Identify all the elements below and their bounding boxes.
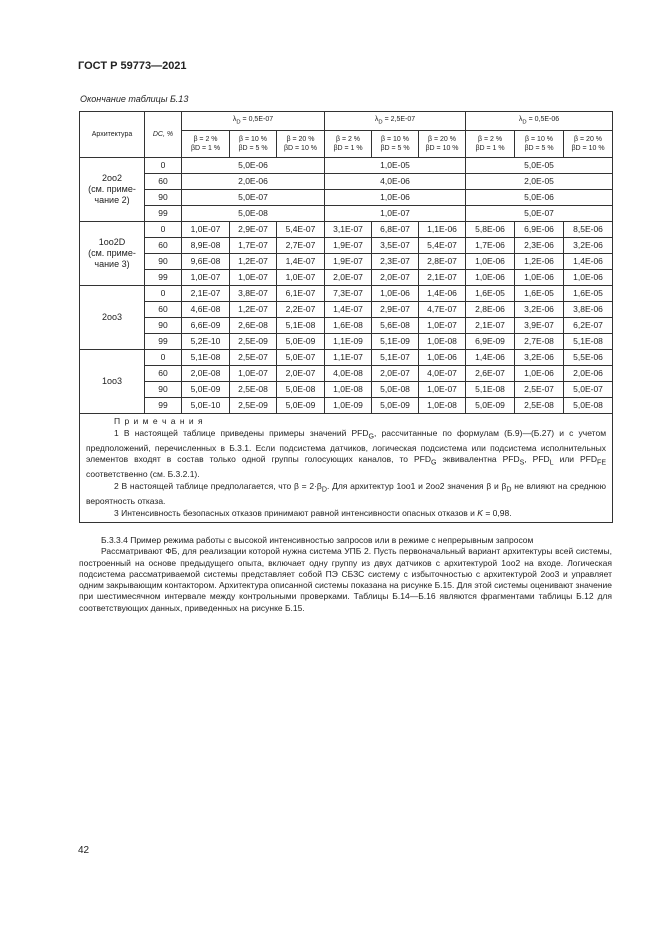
table-row (80, 222, 613, 238)
value-cell: 1,6E-05 (515, 286, 564, 302)
dc-cell: 99 (145, 206, 182, 222)
value-cell: 2,3E-07 (372, 254, 419, 270)
value-cell: 5,0E-06 (182, 158, 325, 174)
table-row (80, 190, 613, 206)
value-cell: 4,0E-08 (325, 366, 372, 382)
value-cell: 1,4E-07 (277, 254, 325, 270)
beta-subheader: β = 10 % βD = 5 % (230, 131, 277, 158)
value-cell: 3,8E-07 (230, 286, 277, 302)
value-cell: 5,4E-07 (277, 222, 325, 238)
value-cell: 2,5E-09 (230, 334, 277, 350)
value-cell: 5,0E-07 (466, 206, 613, 222)
value-cell: 5,1E-07 (372, 350, 419, 366)
dc-cell: 90 (145, 382, 182, 398)
page-number: 42 (78, 845, 90, 856)
table-row (80, 238, 613, 254)
value-cell: 2,6E-07 (466, 366, 515, 382)
table-row (80, 302, 613, 318)
group-header-2: $\lambda_D = 2,5E-07$ (325, 112, 466, 131)
value-cell: 3,2E-06 (515, 350, 564, 366)
value-cell: 5,1E-08 (277, 318, 325, 334)
value-cell: 2,5E-07 (230, 350, 277, 366)
value-cell: 1,4E-06 (564, 254, 613, 270)
value-cell: 1,0E-07 (419, 382, 466, 398)
value-cell: 1,4E-06 (419, 286, 466, 302)
value-cell: 2,0E-07 (372, 270, 419, 286)
table-row (80, 334, 613, 350)
value-cell: 4,0E-07 (419, 366, 466, 382)
value-cell: 1,0E-07 (230, 366, 277, 382)
value-cell: 5,0E-08 (277, 382, 325, 398)
value-cell: 6,1E-07 (277, 286, 325, 302)
value-cell: 2,9E-07 (372, 302, 419, 318)
value-cell: 2,9E-07 (230, 222, 277, 238)
value-cell: 1,0E-08 (419, 398, 466, 414)
value-cell: 1,9E-07 (325, 254, 372, 270)
group-header-3: $\lambda_D = 0,5E-06$ (466, 112, 613, 131)
value-cell: 1,7E-06 (466, 238, 515, 254)
value-cell: 5,1E-08 (564, 334, 613, 350)
value-cell: 1,6E-08 (325, 318, 372, 334)
dc-cell: 99 (145, 398, 182, 414)
table-row (80, 318, 613, 334)
value-cell: 2,5E-07 (515, 382, 564, 398)
value-cell: 1,0E-08 (419, 334, 466, 350)
value-cell: 4,0E-06 (325, 174, 466, 190)
value-cell: 6,9E-09 (466, 334, 515, 350)
beta-subheader: β = 20 % βD = 10 % (564, 131, 613, 158)
dc-cell: 90 (145, 190, 182, 206)
note-3: 3 Интенсивность безопасных отказов принимают равной интенсивности опасных отказов и K = 0,98. (114, 507, 512, 518)
value-cell: 2,7E-08 (515, 334, 564, 350)
value-cell: 1,0E-08 (325, 382, 372, 398)
value-cell: 5,5E-06 (564, 350, 613, 366)
value-cell: 1,1E-09 (325, 334, 372, 350)
value-cell: 5,0E-09 (277, 398, 325, 414)
value-cell: 1,0E-07 (230, 270, 277, 286)
value-cell: 1,0E-07 (182, 270, 230, 286)
value-cell: 1,4E-06 (466, 350, 515, 366)
value-cell: 5,0E-08 (372, 382, 419, 398)
beta-subheader: β = 10 % βD = 5 % (372, 131, 419, 158)
value-cell: 5,0E-09 (372, 398, 419, 414)
dc-cell: 60 (145, 366, 182, 382)
table-caption: Окончание таблицы Б.13 (80, 94, 189, 104)
dc-cell: 90 (145, 318, 182, 334)
table-row (80, 174, 613, 190)
value-cell: 2,5E-08 (515, 398, 564, 414)
value-cell: 1,6E-05 (466, 286, 515, 302)
value-cell: 5,0E-07 (564, 382, 613, 398)
value-cell: 2,0E-08 (182, 366, 230, 382)
value-cell: 1,0E-06 (466, 254, 515, 270)
dc-cell: 0 (145, 158, 182, 174)
value-cell: 1,1E-07 (325, 350, 372, 366)
value-cell: 1,0E-06 (466, 270, 515, 286)
value-cell: 1,0E-06 (515, 366, 564, 382)
beta-subheader: β = 2 % βD = 1 % (466, 131, 515, 158)
value-cell: 5,0E-09 (277, 334, 325, 350)
value-cell: 1,0E-06 (515, 270, 564, 286)
value-cell: 8,9E-08 (182, 238, 230, 254)
value-cell: 3,1E-07 (325, 222, 372, 238)
document-header: ГОСТ Р 59773—2021 (78, 60, 187, 72)
architecture-cell: 1оо2D (см. приме- чание 3) (80, 222, 145, 286)
beta-subheader: β = 2 % βD = 1 % (182, 131, 230, 158)
value-cell: 2,8E-06 (466, 302, 515, 318)
value-cell: 1,0E-07 (182, 222, 230, 238)
table-row (80, 206, 613, 222)
value-cell: 5,0E-07 (277, 350, 325, 366)
value-cell: 1,7E-07 (230, 238, 277, 254)
value-cell: 1,0E-09 (325, 398, 372, 414)
value-cell: 2,2E-07 (277, 302, 325, 318)
dc-cell: 60 (145, 302, 182, 318)
value-cell: 6,8E-07 (372, 222, 419, 238)
body-paragraph-2: Рассматривают ФБ, для реализации которой нужна система УПБ 2. Пусть первоначальный вариант архитектуры всей системы, построенный на основе предыдущего опыта, включает одну группу из двух датчиков с архитектурой 1оо2 на входе. Логическая подсистема рассматриваемой системы представляет собой ПЭ СБЗС систему с избыточностью с архитектурой 2оо3 и управляет одним закрывающим контактором. Архитектура описанной системы показана на рисунке Б.15. Для этой системы оценивают значение при шестимесячном интервале между контрольными проверками. Таблицы Б.14—Б.16 являются фрагментами таблицы Б.12 для соответствующих данных, приведенных на рисунке Б.15. (79, 546, 612, 613)
table-row (80, 398, 613, 414)
value-cell: 6,6E-09 (182, 318, 230, 334)
beta-subheader: β = 20 % βD = 10 % (419, 131, 466, 158)
dc-cell: 0 (145, 222, 182, 238)
beta-subheader: β = 2 % βD = 1 % (325, 131, 372, 158)
value-cell: 2,0E-07 (325, 270, 372, 286)
value-cell: 1,0E-07 (325, 206, 466, 222)
value-cell: 1,2E-06 (515, 254, 564, 270)
table-row (80, 270, 613, 286)
value-cell: 2,7E-07 (277, 238, 325, 254)
value-cell: 5,0E-10 (182, 398, 230, 414)
value-cell: 1,0E-07 (419, 318, 466, 334)
value-cell: 3,9E-07 (515, 318, 564, 334)
value-cell: 1,0E-05 (325, 158, 466, 174)
value-cell: 1,6E-05 (564, 286, 613, 302)
value-cell: 1,0E-06 (372, 286, 419, 302)
body-paragraph-1: Б.3.3.4 Пример режима работы с высокой интенсивностью запросов или в режиме с непрерывным запросом (101, 535, 534, 545)
value-cell: 2,5E-08 (230, 382, 277, 398)
value-cell: 6,2E-07 (564, 318, 613, 334)
value-cell: 2,1E-07 (419, 270, 466, 286)
architecture-cell: 2оо3 (80, 286, 145, 350)
table-row (80, 366, 613, 382)
value-cell: 1,0E-06 (325, 190, 466, 206)
dc-cell: 90 (145, 254, 182, 270)
value-cell: 1,4E-07 (325, 302, 372, 318)
note-2: 2 В настоящей таблице предполагается, что $\beta = 2\cdot\beta_D$. Для архитектур 1оо1 и 2оо2 значения β и $\beta_D$ не влияют на среднюю вероятность отказа. (86, 480, 607, 507)
value-cell: 2,0E-07 (372, 366, 419, 382)
value-cell: 2,0E-07 (277, 366, 325, 382)
value-cell: 2,1E-07 (466, 318, 515, 334)
col-dc-header: DC, % (145, 112, 182, 158)
value-cell: 9,6E-08 (182, 254, 230, 270)
value-cell: 5,0E-09 (182, 382, 230, 398)
value-cell: 1,1E-06 (419, 222, 466, 238)
group-header-1: $\lambda_D = 0,5E-07$ (182, 112, 325, 131)
value-cell: 1,2E-07 (230, 302, 277, 318)
value-cell: 5,0E-07 (182, 190, 325, 206)
value-cell: 2,0E-05 (466, 174, 613, 190)
dc-cell: 99 (145, 270, 182, 286)
value-cell: 5,0E-05 (466, 158, 613, 174)
data-table (79, 111, 613, 523)
value-cell: 1,0E-06 (419, 350, 466, 366)
value-cell: 1,2E-07 (230, 254, 277, 270)
value-cell: 2,0E-06 (182, 174, 325, 190)
value-cell: 2,1E-07 (182, 286, 230, 302)
table-row (80, 382, 613, 398)
architecture-cell: 2оо2 (см. приме- чание 2) (80, 158, 145, 222)
value-cell: 5,0E-09 (466, 398, 515, 414)
value-cell: 4,6E-08 (182, 302, 230, 318)
value-cell: 3,2E-06 (564, 238, 613, 254)
value-cell: 5,1E-09 (372, 334, 419, 350)
value-cell: 5,4E-07 (419, 238, 466, 254)
dc-cell: 0 (145, 286, 182, 302)
value-cell: 5,6E-08 (372, 318, 419, 334)
value-cell: 2,5E-09 (230, 398, 277, 414)
value-cell: 3,5E-07 (372, 238, 419, 254)
col-arch-header: Архитектура (80, 112, 145, 158)
value-cell: 5,1E-08 (466, 382, 515, 398)
beta-subheader: β = 10 % βD = 5 % (515, 131, 564, 158)
value-cell: 5,8E-06 (466, 222, 515, 238)
notes-title: П р и м е ч а н и я (114, 416, 204, 426)
table-notes (80, 414, 613, 523)
value-cell: 4,7E-07 (419, 302, 466, 318)
value-cell: 5,0E-08 (182, 206, 325, 222)
dc-cell: 60 (145, 174, 182, 190)
value-cell: 1,0E-07 (277, 270, 325, 286)
value-cell: 5,0E-08 (564, 398, 613, 414)
value-cell: 5,1E-08 (182, 350, 230, 366)
table-row (80, 350, 613, 366)
dc-cell: 99 (145, 334, 182, 350)
value-cell: 3,8E-06 (564, 302, 613, 318)
value-cell: 1,0E-06 (564, 270, 613, 286)
dc-cell: 0 (145, 350, 182, 366)
body-text (79, 535, 612, 614)
beta-subheader: β = 20 % βD = 10 % (277, 131, 325, 158)
value-cell: 2,8E-07 (419, 254, 466, 270)
value-cell: 2,3E-06 (515, 238, 564, 254)
value-cell: 2,6E-08 (230, 318, 277, 334)
value-cell: 2,0E-06 (564, 366, 613, 382)
table-row (80, 286, 613, 302)
dc-cell: 60 (145, 238, 182, 254)
value-cell: 8,5E-06 (564, 222, 613, 238)
value-cell: 7,3E-07 (325, 286, 372, 302)
value-cell: 3,2E-06 (515, 302, 564, 318)
value-cell: 5,2E-10 (182, 334, 230, 350)
table-row (80, 254, 613, 270)
note-1: 1 В настоящей таблице приведены примеры значений $PFD_G$, рассчитанные по формулам (Б.9)—(Б.27) и с учетом предположений, перечисленных в Б.3.1. Если подсистема датчиков, логическая подсистема или подсистема исполнительных элементов входят в состав только одной группы голосующих каналов, то $PFD_G$ эквивалентна $PFD_S$, $PFD_L$ или $PFD_{FE}$ соответственно (см. Б.3.2.1). (86, 427, 607, 480)
value-cell: 1,9E-07 (325, 238, 372, 254)
architecture-cell: 1оо3 (80, 350, 145, 414)
value-cell: 5,0E-06 (466, 190, 613, 206)
value-cell: 6,9E-06 (515, 222, 564, 238)
table-row (80, 158, 613, 174)
